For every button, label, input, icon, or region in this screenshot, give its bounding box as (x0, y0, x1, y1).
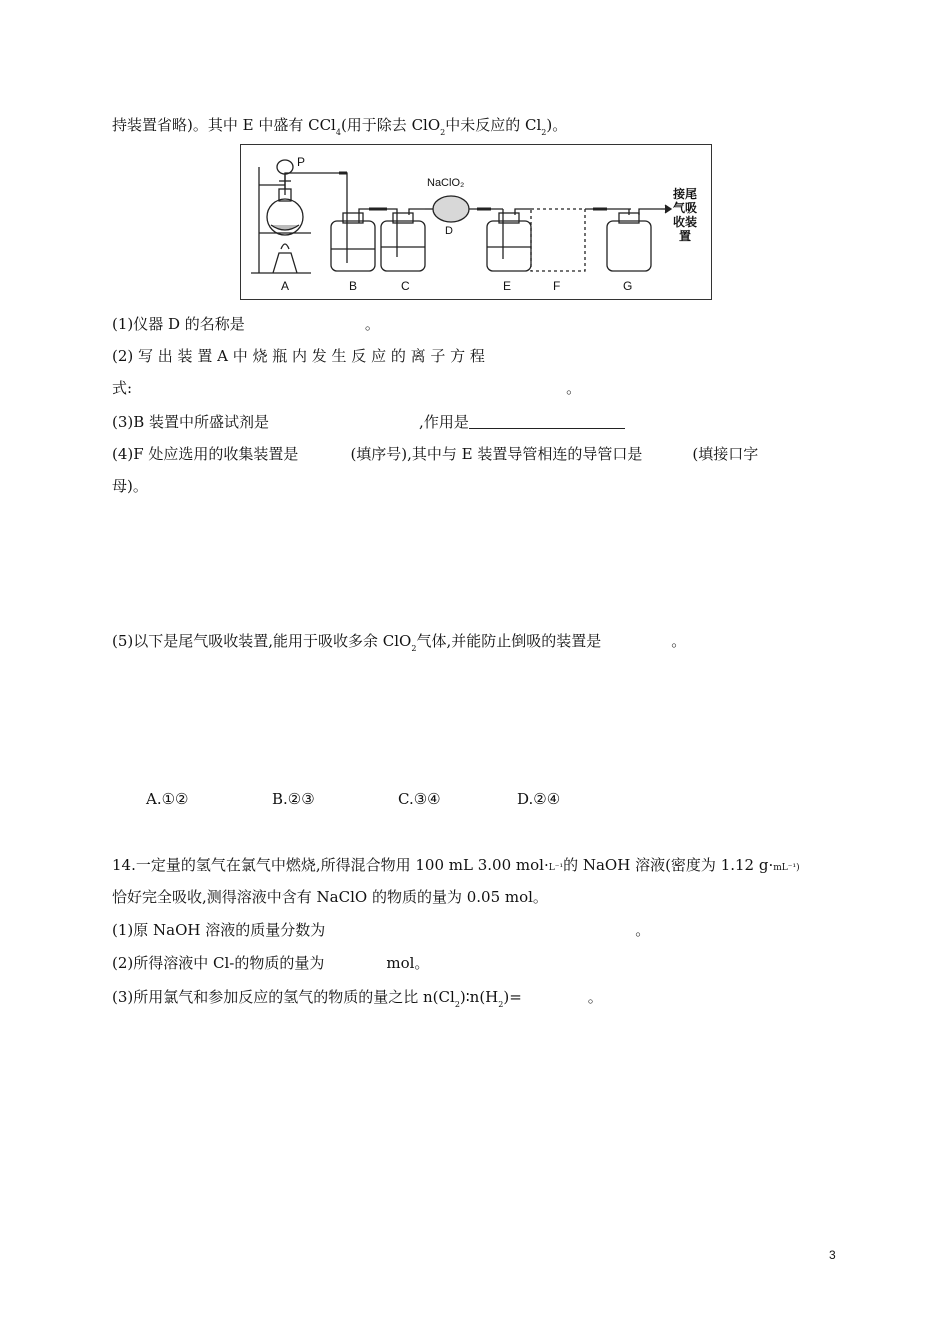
question-4-cont: 母)。 (112, 477, 148, 495)
question-14-intro-cont: 恰好完全吸收,测得溶液中含有 NaClO 的物质的量为 0.05 mol。 (112, 888, 548, 906)
label-c: C (401, 279, 410, 293)
label-a: A (281, 279, 290, 293)
tail-gas-label: 接尾 气吸 收装 置 (673, 187, 698, 243)
question-4: (4)F 处应选用的收集装置是 (填序号),其中与 E 装置导管相连的导管口是 (填接口字 (112, 445, 759, 463)
choice-d[interactable]: D.②④ (517, 790, 561, 808)
apparatus-figure (240, 144, 712, 300)
question-3: (3)B 装置中所盛试剂是 ,作用是 (112, 412, 625, 432)
label-b: B (349, 279, 358, 293)
choice-c[interactable]: C.③④ (398, 790, 441, 808)
label-d: D (445, 225, 453, 237)
question-14-part-3: (3)所用氯气和参加反应的氢气的物质的量之比 $n(Cl_2)∶n(H_2)=$ 。 (112, 988, 603, 1009)
question-1: (1)仪器 D 的名称是 。 (112, 315, 380, 333)
apparatus-diagram (241, 145, 711, 299)
page-number: 3 (829, 1248, 836, 1262)
label-naclo2: NaClO₂ (427, 177, 465, 189)
question-14-intro: 14.一定量的氢气在氯气中燃烧,所得混合物用 100 mL 3.00 mol·L⁻¹的 NaOH 溶液(密度为 1.12 g·mL⁻¹) (112, 856, 800, 874)
label-g: G (623, 279, 633, 293)
label-e: E (503, 279, 512, 293)
question-2-cont: 式: 。 (112, 379, 582, 397)
choice-a[interactable]: A.①② (146, 790, 189, 808)
answer-blank[interactable] (469, 414, 625, 429)
question-14-part-1: (1)原 NaOH 溶液的质量分数为 。 (112, 921, 651, 939)
label-p: P (297, 155, 306, 169)
question-14-part-2: (2)所得溶液中 Cl-的物质的量为 mol。 (112, 954, 430, 972)
intro-text-line: 持装置省略)。其中 E 中盛有 CCl$_4$(用于除去 ClO$_2$中未反应的 $Cl_2$)。 (112, 116, 568, 137)
label-f: F (553, 279, 561, 293)
question-2: (2) 写 出 装 置 A 中 烧 瓶 内 发 生 反 应 的 离 子 方 程 (112, 347, 485, 365)
choice-b[interactable]: B.②③ (272, 790, 315, 808)
question-5: (5)以下是尾气吸收装置,能用于吸收多余 ClO$_2$气体,并能防止倒吸的装置是 。 (112, 632, 687, 653)
